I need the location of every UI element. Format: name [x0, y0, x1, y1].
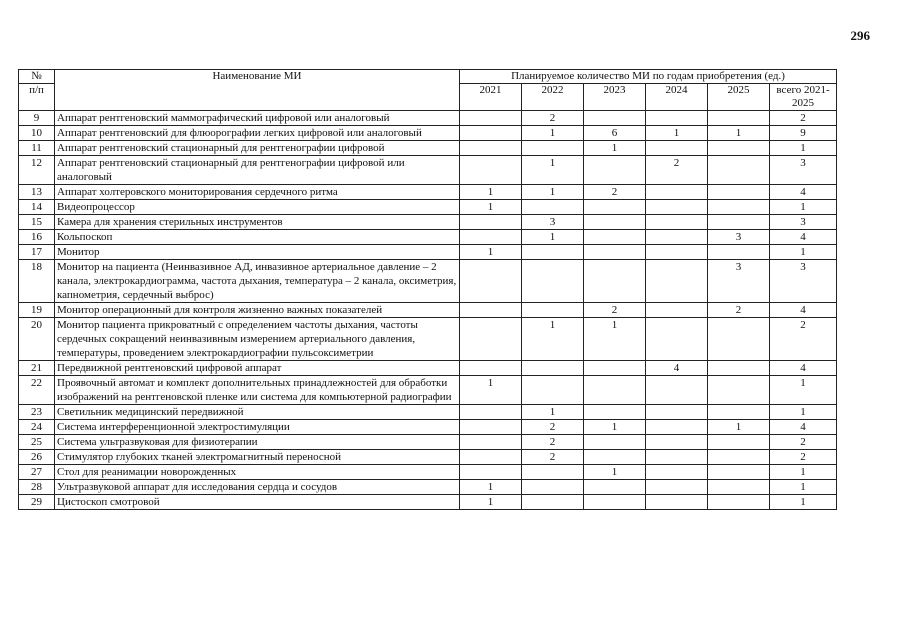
qty-2025: 1 [708, 420, 770, 435]
qty-2021 [460, 126, 522, 141]
equipment-name: Монитор пациента прикроватный с определением частоты дыхания, частоты сердечных сокращений неинвазивным измерением артериального давления, температуры, проведением электрокардиографии пульсоксиметрии [55, 318, 460, 361]
qty-2025 [708, 361, 770, 376]
row-number: 25 [19, 435, 55, 450]
table-row [19, 260, 837, 303]
table-row [19, 126, 837, 141]
qty-2024 [646, 495, 708, 510]
qty-2024 [646, 200, 708, 215]
equipment-name: Стол для реанимации новорожденных [55, 465, 460, 480]
qty-2023 [584, 361, 646, 376]
qty-2021: 1 [460, 245, 522, 260]
qty-total: 2 [770, 111, 837, 126]
row-number: 15 [19, 215, 55, 230]
qty-2021 [460, 361, 522, 376]
qty-2023: 1 [584, 465, 646, 480]
equipment-name: Аппарат рентгеновский маммографический цифровой или аналоговый [55, 111, 460, 126]
row-number: 13 [19, 185, 55, 200]
qty-2024 [646, 185, 708, 200]
qty-2023: 1 [584, 420, 646, 435]
table-row [19, 156, 837, 185]
equipment-name: Цистоскоп смотровой [55, 495, 460, 510]
qty-2025 [708, 245, 770, 260]
qty-2021 [460, 318, 522, 361]
qty-2025: 2 [708, 303, 770, 318]
qty-2024 [646, 480, 708, 495]
equipment-name: Система ультразвуковая для физиотерапии [55, 435, 460, 450]
qty-total: 4 [770, 185, 837, 200]
qty-2025 [708, 450, 770, 465]
qty-2021 [460, 405, 522, 420]
row-number: 16 [19, 230, 55, 245]
row-number: 12 [19, 156, 55, 185]
header-row-1 [19, 70, 837, 84]
row-number: 26 [19, 450, 55, 465]
table-row [19, 480, 837, 495]
header-total: всего 2021-2025 [770, 84, 837, 111]
table-row [19, 376, 837, 405]
qty-2022: 1 [522, 156, 584, 185]
qty-2024 [646, 245, 708, 260]
qty-2022 [522, 465, 584, 480]
qty-2021: 1 [460, 376, 522, 405]
qty-total: 1 [770, 405, 837, 420]
header-year-2021: 2021 [460, 84, 522, 111]
row-number: 21 [19, 361, 55, 376]
qty-2023 [584, 435, 646, 450]
qty-2023 [584, 230, 646, 245]
qty-2022: 1 [522, 318, 584, 361]
table-row [19, 230, 837, 245]
qty-2025 [708, 318, 770, 361]
qty-2025 [708, 435, 770, 450]
equipment-name: Видеопроцессор [55, 200, 460, 215]
header-num-sub: п/п [19, 84, 55, 111]
qty-2025 [708, 376, 770, 405]
qty-2024: 4 [646, 361, 708, 376]
qty-2021: 1 [460, 200, 522, 215]
qty-2021 [460, 303, 522, 318]
qty-2021 [460, 111, 522, 126]
table-row [19, 318, 837, 361]
qty-2021 [460, 450, 522, 465]
equipment-name: Аппарат рентгеновский стационарный для рентгенографии цифровой [55, 141, 460, 156]
qty-2024 [646, 260, 708, 303]
qty-2024 [646, 420, 708, 435]
qty-2022 [522, 361, 584, 376]
qty-2021 [460, 465, 522, 480]
qty-2024 [646, 141, 708, 156]
row-number: 11 [19, 141, 55, 156]
qty-2022 [522, 480, 584, 495]
qty-2025 [708, 495, 770, 510]
qty-2025 [708, 405, 770, 420]
qty-2023 [584, 480, 646, 495]
qty-2021: 1 [460, 480, 522, 495]
qty-2025 [708, 156, 770, 185]
qty-2022 [522, 245, 584, 260]
qty-2024: 2 [646, 156, 708, 185]
qty-2022: 2 [522, 111, 584, 126]
header-year-2023: 2023 [584, 84, 646, 111]
qty-2024: 1 [646, 126, 708, 141]
table-row [19, 420, 837, 435]
table-row [19, 111, 837, 126]
qty-2021 [460, 260, 522, 303]
qty-2021 [460, 230, 522, 245]
qty-2023: 1 [584, 141, 646, 156]
equipment-name: Аппарат рентгеновский для флюорографии легких цифровой или аналоговый [55, 126, 460, 141]
equipment-name: Монитор [55, 245, 460, 260]
table-row [19, 450, 837, 465]
qty-2024 [646, 215, 708, 230]
header-num [19, 70, 55, 84]
qty-2024 [646, 435, 708, 450]
equipment-name: Передвижной рентгеновский цифровой аппарат [55, 361, 460, 376]
qty-2025: 3 [708, 260, 770, 303]
row-number: 17 [19, 245, 55, 260]
header-group: Планируемое количество МИ по годам приобретения (ед.) [460, 70, 837, 84]
table-row [19, 185, 837, 200]
qty-2021 [460, 420, 522, 435]
row-number: 22 [19, 376, 55, 405]
qty-2023 [584, 215, 646, 230]
qty-2025 [708, 185, 770, 200]
equipment-name: Проявочный автомат и комплект дополнительных принадлежностей для обработки изображений на рентгеновской пленке или система для компьютерной радиографии [55, 376, 460, 405]
qty-2023 [584, 405, 646, 420]
qty-2025: 1 [708, 126, 770, 141]
qty-2022: 3 [522, 215, 584, 230]
header-year-2024: 2024 [646, 84, 708, 111]
qty-2022: 2 [522, 450, 584, 465]
qty-2021: 1 [460, 495, 522, 510]
qty-2023: 1 [584, 318, 646, 361]
qty-2024 [646, 465, 708, 480]
qty-2023 [584, 450, 646, 465]
qty-2025 [708, 141, 770, 156]
equipment-name: Аппарат рентгеновский стационарный для рентгенографии цифровой или аналоговый [55, 156, 460, 185]
qty-total: 1 [770, 245, 837, 260]
qty-total: 1 [770, 495, 837, 510]
table-row [19, 361, 837, 376]
table-row [19, 200, 837, 215]
qty-total: 4 [770, 303, 837, 318]
qty-total: 4 [770, 361, 837, 376]
equipment-name: Светильник медицинский передвижной [55, 405, 460, 420]
qty-2025 [708, 111, 770, 126]
qty-2023: 2 [584, 185, 646, 200]
header-num-line1: № [31, 70, 42, 82]
equipment-name: Монитор операционный для контроля жизненно важных показателей [55, 303, 460, 318]
row-number: 27 [19, 465, 55, 480]
equipment-name: Стимулятор глубоких тканей электромагнитный переносной [55, 450, 460, 465]
table-row [19, 303, 837, 318]
qty-2022 [522, 495, 584, 510]
row-number: 19 [19, 303, 55, 318]
equipment-plan-table [18, 69, 837, 510]
qty-2022: 2 [522, 435, 584, 450]
row-number: 24 [19, 420, 55, 435]
qty-2024 [646, 230, 708, 245]
header-name: Наименование МИ [55, 70, 460, 111]
qty-2023: 6 [584, 126, 646, 141]
qty-total: 1 [770, 480, 837, 495]
qty-2022 [522, 376, 584, 405]
equipment-name: Монитор на пациента (Неинвазивное АД, инвазивное артериальное давление – 2 канала, электрокардиограмма, частота дыхания, температура – 2 канала, оксиметрия, капнометрия, сердечный выброс) [55, 260, 460, 303]
qty-total: 4 [770, 230, 837, 245]
qty-2021: 1 [460, 185, 522, 200]
table-row [19, 245, 837, 260]
qty-2024 [646, 405, 708, 420]
row-number: 20 [19, 318, 55, 361]
qty-2024 [646, 450, 708, 465]
qty-total: 4 [770, 420, 837, 435]
table-row [19, 215, 837, 230]
table-row [19, 141, 837, 156]
row-number: 14 [19, 200, 55, 215]
qty-2022 [522, 141, 584, 156]
header-year-2022: 2022 [522, 84, 584, 111]
qty-2021 [460, 435, 522, 450]
row-number: 10 [19, 126, 55, 141]
header-year-2025: 2025 [708, 84, 770, 111]
qty-2023 [584, 200, 646, 215]
qty-2022: 1 [522, 185, 584, 200]
equipment-name: Камера для хранения стерильных инструментов [55, 215, 460, 230]
qty-2022 [522, 303, 584, 318]
qty-2021 [460, 215, 522, 230]
qty-total: 1 [770, 200, 837, 215]
qty-total: 3 [770, 260, 837, 303]
qty-2023 [584, 245, 646, 260]
qty-2023: 2 [584, 303, 646, 318]
row-number: 18 [19, 260, 55, 303]
qty-2025 [708, 480, 770, 495]
qty-2023 [584, 376, 646, 405]
row-number: 9 [19, 111, 55, 126]
qty-total: 2 [770, 435, 837, 450]
qty-total: 2 [770, 450, 837, 465]
qty-2022: 1 [522, 405, 584, 420]
page-number: 296 [850, 28, 870, 43]
qty-2024 [646, 303, 708, 318]
qty-total: 1 [770, 465, 837, 480]
qty-2023 [584, 260, 646, 303]
qty-2024 [646, 318, 708, 361]
qty-total: 2 [770, 318, 837, 361]
equipment-name: Система интерференционной электростимуляции [55, 420, 460, 435]
qty-2025 [708, 200, 770, 215]
qty-total: 3 [770, 215, 837, 230]
table-row [19, 465, 837, 480]
qty-2025 [708, 465, 770, 480]
qty-2025: 3 [708, 230, 770, 245]
qty-total: 9 [770, 126, 837, 141]
qty-2023 [584, 156, 646, 185]
qty-2025 [708, 215, 770, 230]
table-row [19, 405, 837, 420]
row-number: 29 [19, 495, 55, 510]
row-number: 23 [19, 405, 55, 420]
equipment-name: Кольпоскоп [55, 230, 460, 245]
qty-2023 [584, 111, 646, 126]
qty-2022 [522, 200, 584, 215]
qty-2022: 1 [522, 126, 584, 141]
qty-2022: 1 [522, 230, 584, 245]
qty-2023 [584, 495, 646, 510]
qty-total: 3 [770, 156, 837, 185]
qty-2024 [646, 111, 708, 126]
qty-2021 [460, 156, 522, 185]
table-row [19, 435, 837, 450]
table-row [19, 495, 837, 510]
qty-2022: 2 [522, 420, 584, 435]
equipment-name: Аппарат холтеровского мониторирования сердечного ритма [55, 185, 460, 200]
equipment-name: Ультразвуковой аппарат для исследования сердца и сосудов [55, 480, 460, 495]
qty-2024 [646, 376, 708, 405]
row-number: 28 [19, 480, 55, 495]
qty-2021 [460, 141, 522, 156]
qty-2022 [522, 260, 584, 303]
qty-total: 1 [770, 376, 837, 405]
qty-total: 1 [770, 141, 837, 156]
